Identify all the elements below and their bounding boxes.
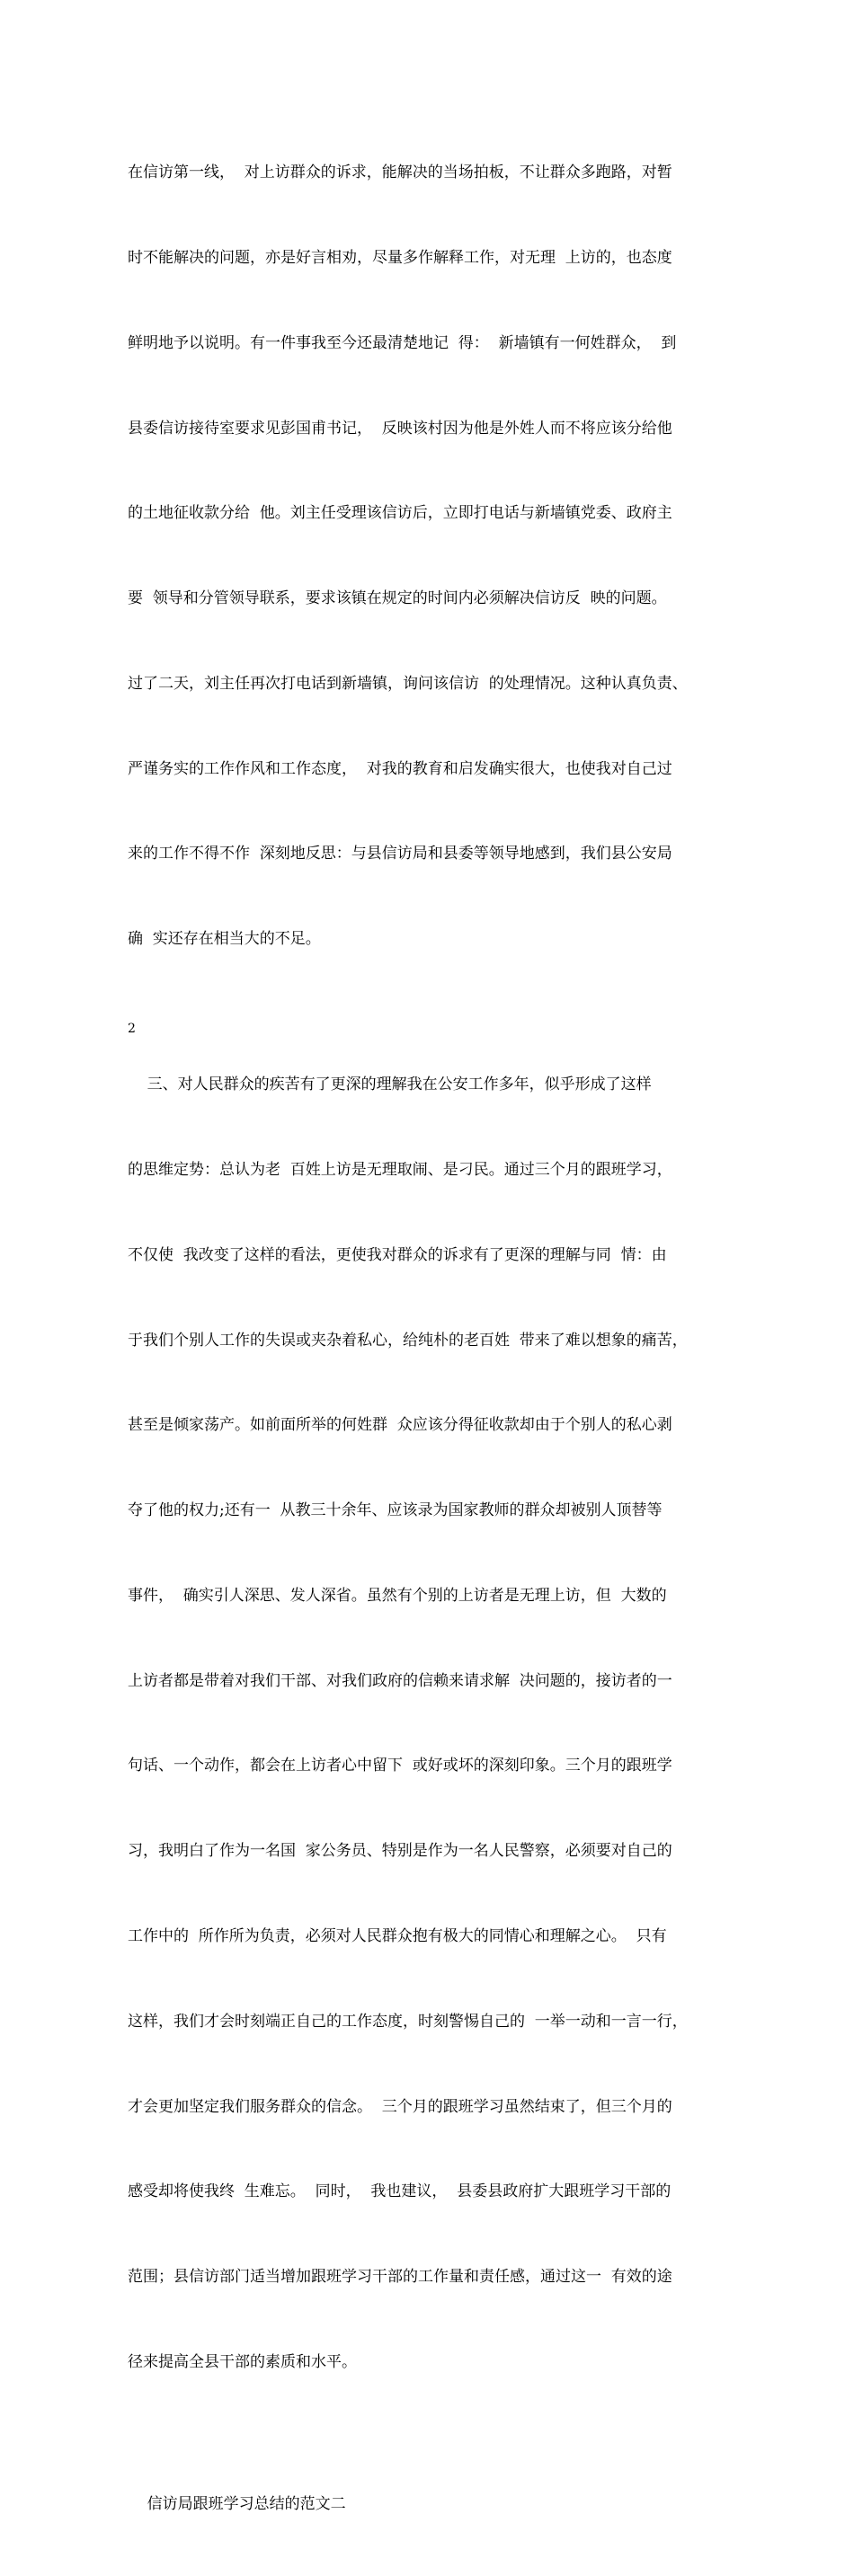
text-line: 要 领导和分管领导联系，要求该镇在规定的时间内必须解决信访反 映的问题。 [128, 589, 667, 608]
text-line: 信访局跟班学习总结的范文二 [128, 2494, 346, 2513]
paragraph-1 [128, 102, 730, 1011]
text-line: 的思维定势：总认为老 百姓上访是无理取闹、是刁民。通过三个月的跟班学习， [128, 1160, 672, 1179]
section-heading [128, 2434, 730, 2576]
page-number: 2 [128, 1022, 136, 1036]
text-line: 才会更加坚定我们服务群众的信念。 三个月的跟班学习虽然结束了，但三个月的 [128, 2097, 672, 2116]
text-line: 事件， 确实引人深思、发人深省。虽然有个别的上访者是无理上访，但 大数的 [128, 1586, 667, 1605]
text-line: 句话、一个动作，都会在上访者心中留下 或好或坏的深刻印象。三个月的跟班学 [128, 1757, 672, 1775]
text-line: 鲜明地予以说明。有一件事我至今还最清楚地记 得： 新墙镇有一何姓群众， 到 [128, 333, 677, 352]
document-body [128, 102, 730, 2576]
text-line: 过了二天，刘主任再次打电话到新墙镇，询问该信访 的处理情况。这种认真负责、 [128, 674, 688, 693]
text-line: 夺了他的权力;还有一 从教三十余年、应该录为国家教师的群众却被别人顶替等 [128, 1501, 663, 1520]
text-line: 工作中的 所作所为负责，必须对人民群众抱有极大的同情心和理解之心。 只有 [128, 1927, 667, 1945]
text-line: 不仅使 我改变了这样的看法，更使我对群众的诉求有了更深的理解与同 情：由 [128, 1245, 667, 1264]
text-line: 县委信访接待室要求见彭国甫书记， 反映该村因为他是外姓人而不将应该分给他 [128, 419, 672, 438]
text-line: 确 实还存在相当大的不足。 [128, 930, 321, 949]
text-line: 径来提高全县干部的素质和水平。 [128, 2352, 357, 2371]
text-line: 在信访第一线， 对上访群众的诉求，能解决的当场拍板，不让群众多跑路，对暂 [128, 164, 672, 182]
text-line: 于我们个别人工作的失误或夹杂着私心，给纯朴的老百姓 带来了难以想象的痛苦， [128, 1331, 688, 1350]
text-line: 这样，我们才会时刻端正自己的工作态度，时刻警惕自己的 一举一动和一言一行， [128, 2012, 688, 2031]
paragraph-2 [128, 1014, 730, 2434]
text-line: 习，我明白了作为一名国 家公务员、特别是作为一名人民警察，必须要对自己的 [128, 1842, 672, 1861]
text-line: 的土地征收款分给 他。刘主任受理该信访后，立即打电话与新墙镇党委、政府主 [128, 504, 672, 523]
text-line: 范围；县信访部门适当增加跟班学习干部的工作量和责任感，通过这一 有效的途 [128, 2268, 672, 2287]
text-line: 来的工作不得不作 深刻地反思：与县信访局和县委等领导地感到，我们县公安局 [128, 845, 672, 863]
text-line: 三、对人民群众的疾苦有了更深的理解我在公安工作多年，似乎形成了这样 [128, 1076, 652, 1094]
text-line: 感受却将使我终 生难忘。 同时， 我也建议， 县委县政府扩大跟班学习干部的 [128, 2182, 672, 2201]
text-line: 甚至是倾家荡产。如前面所举的何姓群 众应该分得征收款却由于个别人的私心剥 [128, 1416, 672, 1435]
text-line: 严谨务实的工作作风和工作态度， 对我的教育和启发确实很大，也使我对自己过 [128, 759, 672, 778]
text-line: 时不能解决的问题，亦是好言相劝，尽量多作解释工作，对无理 上访的，也态度 [128, 248, 672, 267]
text-line: 上访者都是带着对我们干部、对我们政府的信赖来请求解 决问题的，接访者的一 [128, 1671, 672, 1690]
